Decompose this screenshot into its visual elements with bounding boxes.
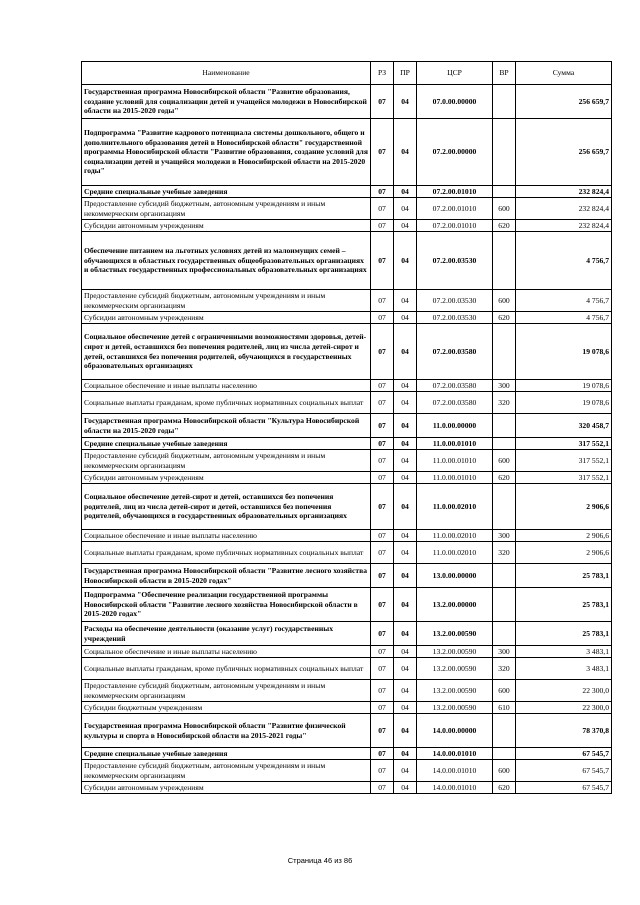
- cell-vr: [493, 564, 516, 588]
- cell-sum: 2 906,6: [516, 530, 612, 542]
- cell-name: Субсидии автономным учреждениям: [82, 312, 371, 324]
- table-row: [82, 392, 612, 414]
- cell-sum: 25 783,1: [516, 564, 612, 588]
- cell-name: Предоставление субсидий бюджетным, автономным учреждениям и иным некоммерческим организациям: [82, 450, 371, 472]
- cell-rz: 07: [371, 85, 394, 119]
- cell-sum: 317 552,1: [516, 438, 612, 450]
- cell-rz: 07: [371, 760, 394, 782]
- cell-name: Подпрограмма "Обеспечение реализации государственной программы Новосибирской области "Развитие лесного хозяйства Новосибирской области в 2015-2020 годах": [82, 588, 371, 622]
- cell-sum: 25 783,1: [516, 622, 612, 646]
- cell-csr: 07.0.00.00000: [417, 85, 493, 119]
- cell-pr: 04: [394, 324, 417, 380]
- cell-rz: 07: [371, 290, 394, 312]
- cell-vr: 600: [493, 198, 516, 220]
- cell-sum: 3 483,1: [516, 658, 612, 680]
- table-header-row: [82, 62, 612, 85]
- cell-sum: 22 300,0: [516, 702, 612, 714]
- cell-pr: 04: [394, 186, 417, 198]
- cell-pr: 04: [394, 542, 417, 564]
- cell-pr: 04: [394, 680, 417, 702]
- cell-sum: 4 756,7: [516, 312, 612, 324]
- cell-name: Социальное обеспечение и иные выплаты населению: [82, 380, 371, 392]
- cell-csr: 07.2.00.01010: [417, 220, 493, 232]
- cell-rz: 07: [371, 542, 394, 564]
- cell-name: Предоставление субсидий бюджетным, автономным учреждениям и иным некоммерческим организациям: [82, 760, 371, 782]
- cell-pr: 04: [394, 290, 417, 312]
- cell-rz: 07: [371, 588, 394, 622]
- table-row: [82, 312, 612, 324]
- cell-vr: 300: [493, 530, 516, 542]
- cell-csr: 13.2.00.00590: [417, 646, 493, 658]
- cell-pr: 04: [394, 622, 417, 646]
- cell-rz: 07: [371, 530, 394, 542]
- cell-pr: 04: [394, 198, 417, 220]
- table-row: [82, 85, 612, 119]
- cell-sum: 256 659,7: [516, 85, 612, 119]
- cell-vr: [493, 484, 516, 530]
- cell-name: Субсидии автономным учреждениям: [82, 472, 371, 484]
- cell-name: Социальные выплаты гражданам, кроме публичных нормативных социальных выплат: [82, 542, 371, 564]
- cell-rz: 07: [371, 198, 394, 220]
- cell-vr: 300: [493, 380, 516, 392]
- cell-name: Предоставление субсидий бюджетным, автономным учреждениям и иным некоммерческим организациям: [82, 198, 371, 220]
- cell-name: Субсидии автономным учреждениям: [82, 782, 371, 794]
- cell-name: Социальные выплаты гражданам, кроме публичных нормативных социальных выплат: [82, 392, 371, 414]
- cell-csr: 11.0.00.01010: [417, 472, 493, 484]
- cell-pr: 04: [394, 312, 417, 324]
- cell-csr: 11.0.00.00000: [417, 414, 493, 438]
- cell-name: Предоставление субсидий бюджетным, автономным учреждениям и иным некоммерческим организациям: [82, 680, 371, 702]
- header-pr: ПР: [394, 62, 417, 85]
- cell-name: Социальное обеспечение и иные выплаты населению: [82, 646, 371, 658]
- cell-rz: 07: [371, 658, 394, 680]
- table-row: [82, 782, 612, 794]
- cell-rz: 07: [371, 324, 394, 380]
- cell-csr: 07.2.00.01010: [417, 198, 493, 220]
- cell-rz: 07: [371, 380, 394, 392]
- cell-name: Обеспечение питанием на льготных условиях детей из малоимущих семей – обучающихся в областных государственных общеобразовательных организациях и областных государственных профессиональных образовательных организациях: [82, 232, 371, 290]
- cell-vr: 600: [493, 760, 516, 782]
- header-sum: Сумма: [516, 62, 612, 85]
- table-row: [82, 380, 612, 392]
- cell-sum: 67 545,7: [516, 748, 612, 760]
- cell-rz: 07: [371, 748, 394, 760]
- cell-sum: 3 483,1: [516, 646, 612, 658]
- cell-csr: 13.2.00.00590: [417, 622, 493, 646]
- cell-csr: 13.2.00.00590: [417, 702, 493, 714]
- cell-pr: 04: [394, 232, 417, 290]
- cell-csr: 07.2.00.03530: [417, 312, 493, 324]
- cell-pr: 04: [394, 85, 417, 119]
- table-row: [82, 748, 612, 760]
- cell-name: Предоставление субсидий бюджетным, автономным учреждениям и иным некоммерческим организациям: [82, 290, 371, 312]
- cell-csr: 07.2.00.03530: [417, 290, 493, 312]
- cell-vr: [493, 438, 516, 450]
- table-body: [82, 85, 612, 794]
- cell-sum: 4 756,7: [516, 232, 612, 290]
- table-row: [82, 290, 612, 312]
- cell-vr: 620: [493, 782, 516, 794]
- table-row: [82, 220, 612, 232]
- cell-vr: [493, 748, 516, 760]
- table-row: [82, 588, 612, 622]
- cell-rz: 07: [371, 450, 394, 472]
- cell-sum: 67 545,7: [516, 760, 612, 782]
- table-row: [82, 542, 612, 564]
- cell-csr: 11.0.00.01010: [417, 438, 493, 450]
- cell-name: Расходы на обеспечение деятельности (оказание услуг) государственных учреждений: [82, 622, 371, 646]
- cell-rz: 07: [371, 622, 394, 646]
- table-row: [82, 186, 612, 198]
- cell-csr: 13.2.00.00590: [417, 680, 493, 702]
- cell-vr: 320: [493, 392, 516, 414]
- table-row: [82, 714, 612, 748]
- table-row: [82, 232, 612, 290]
- cell-rz: 07: [371, 714, 394, 748]
- cell-csr: 13.2.00.00590: [417, 658, 493, 680]
- cell-vr: 620: [493, 220, 516, 232]
- cell-pr: 04: [394, 438, 417, 450]
- cell-csr: 07.2.00.03530: [417, 232, 493, 290]
- table-row: [82, 198, 612, 220]
- cell-sum: 317 552,1: [516, 472, 612, 484]
- table-row: [82, 472, 612, 484]
- cell-vr: [493, 414, 516, 438]
- budget-table: [81, 61, 612, 794]
- cell-rz: 07: [371, 312, 394, 324]
- cell-sum: 67 545,7: [516, 782, 612, 794]
- cell-csr: 13.2.00.00000: [417, 588, 493, 622]
- cell-sum: 19 078,6: [516, 380, 612, 392]
- table-row: [82, 324, 612, 380]
- cell-name: Средние специальные учебные заведения: [82, 186, 371, 198]
- cell-pr: 04: [394, 450, 417, 472]
- cell-name: Государственная программа Новосибирской области "Культура Новосибирской области на 2015-2020 годы": [82, 414, 371, 438]
- cell-vr: 600: [493, 290, 516, 312]
- cell-vr: [493, 714, 516, 748]
- cell-vr: 320: [493, 542, 516, 564]
- cell-sum: 19 078,6: [516, 392, 612, 414]
- cell-rz: 07: [371, 119, 394, 186]
- table-row: [82, 646, 612, 658]
- header-name: Наименование: [82, 62, 371, 85]
- cell-pr: 04: [394, 220, 417, 232]
- table-row: [82, 564, 612, 588]
- cell-vr: [493, 324, 516, 380]
- cell-csr: 13.0.00.00000: [417, 564, 493, 588]
- header-vr: ВР: [493, 62, 516, 85]
- cell-name: Государственная программа Новосибирской области "Развитие образования, создание условий для социализации детей и учащейся молодежи в Новосибирской области на 2015-2020 годы": [82, 85, 371, 119]
- cell-csr: 14.0.00.01010: [417, 760, 493, 782]
- cell-vr: 320: [493, 658, 516, 680]
- cell-pr: 04: [394, 588, 417, 622]
- table-row: [82, 530, 612, 542]
- cell-vr: [493, 622, 516, 646]
- cell-csr: 07.2.00.03580: [417, 380, 493, 392]
- cell-name: Государственная программа Новосибирской области "Развитие физической культуры и спорта в Новосибирской области на 2015-2021 годы": [82, 714, 371, 748]
- cell-pr: 04: [394, 472, 417, 484]
- cell-rz: 07: [371, 564, 394, 588]
- cell-csr: 07.2.00.03580: [417, 324, 493, 380]
- cell-vr: 300: [493, 646, 516, 658]
- cell-rz: 07: [371, 438, 394, 450]
- header-csr: ЦСР: [417, 62, 493, 85]
- cell-vr: 610: [493, 702, 516, 714]
- cell-pr: 04: [394, 119, 417, 186]
- cell-name: Социальное обеспечение и иные выплаты населению: [82, 530, 371, 542]
- cell-rz: 07: [371, 220, 394, 232]
- cell-sum: 19 078,6: [516, 324, 612, 380]
- cell-pr: 04: [394, 530, 417, 542]
- table-row: [82, 622, 612, 646]
- cell-vr: [493, 232, 516, 290]
- cell-vr: 620: [493, 472, 516, 484]
- cell-pr: 04: [394, 564, 417, 588]
- cell-sum: 317 552,1: [516, 450, 612, 472]
- cell-csr: 11.0.00.02010: [417, 484, 493, 530]
- cell-sum: 2 906,6: [516, 542, 612, 564]
- cell-csr: 07.2.00.01010: [417, 186, 493, 198]
- cell-pr: 04: [394, 414, 417, 438]
- cell-csr: 11.0.00.01010: [417, 450, 493, 472]
- page-footer: Страница 46 из 86: [287, 856, 353, 865]
- cell-rz: 07: [371, 782, 394, 794]
- table-row: [82, 414, 612, 438]
- cell-vr: [493, 119, 516, 186]
- cell-pr: 04: [394, 646, 417, 658]
- cell-sum: 4 756,7: [516, 290, 612, 312]
- cell-rz: 07: [371, 646, 394, 658]
- cell-rz: 07: [371, 702, 394, 714]
- cell-rz: 07: [371, 484, 394, 530]
- cell-sum: 2 906,6: [516, 484, 612, 530]
- cell-name: Средние специальные учебные заведения: [82, 438, 371, 450]
- table-row: [82, 680, 612, 702]
- cell-sum: 256 659,7: [516, 119, 612, 186]
- cell-pr: 04: [394, 484, 417, 530]
- table-row: [82, 438, 612, 450]
- cell-name: Средние специальные учебные заведения: [82, 748, 371, 760]
- cell-sum: 22 300,0: [516, 680, 612, 702]
- cell-csr: 14.0.00.01010: [417, 748, 493, 760]
- table-row: [82, 658, 612, 680]
- cell-sum: 320 458,7: [516, 414, 612, 438]
- cell-vr: [493, 186, 516, 198]
- cell-name: Социальные выплаты гражданам, кроме публичных нормативных социальных выплат: [82, 658, 371, 680]
- cell-sum: 78 370,8: [516, 714, 612, 748]
- cell-sum: 232 824,4: [516, 198, 612, 220]
- cell-csr: 14.0.00.01010: [417, 782, 493, 794]
- cell-sum: 232 824,4: [516, 220, 612, 232]
- cell-csr: 11.0.00.02010: [417, 542, 493, 564]
- cell-sum: 25 783,1: [516, 588, 612, 622]
- cell-csr: 11.0.00.02010: [417, 530, 493, 542]
- cell-vr: 600: [493, 680, 516, 702]
- cell-name: Социальное обеспечение детей-сирот и детей, оставшихся без попечения родителей, лиц из числа детей-сирот и детей, оставшихся без попечения родителей, обучающихся в государственных образовательных организациях: [82, 484, 371, 530]
- cell-pr: 04: [394, 760, 417, 782]
- cell-pr: 04: [394, 782, 417, 794]
- cell-pr: 04: [394, 748, 417, 760]
- cell-rz: 07: [371, 472, 394, 484]
- cell-name: Социальное обеспечение детей с ограниченными возможностями здоровья, детей-сирот и детей, оставшихся без попечения родителей, лиц из числа детей-сирот и детей, оставшихся без попечения родителей, обучающихся в государственных образовательных организациях: [82, 324, 371, 380]
- cell-pr: 04: [394, 392, 417, 414]
- cell-csr: 14.0.00.00000: [417, 714, 493, 748]
- cell-pr: 04: [394, 658, 417, 680]
- table-row: [82, 119, 612, 186]
- cell-pr: 04: [394, 714, 417, 748]
- cell-pr: 04: [394, 380, 417, 392]
- header-rz: РЗ: [371, 62, 394, 85]
- cell-csr: 07.2.00.00000: [417, 119, 493, 186]
- cell-rz: 07: [371, 414, 394, 438]
- cell-vr: 620: [493, 312, 516, 324]
- cell-pr: 04: [394, 702, 417, 714]
- table-row: [82, 702, 612, 714]
- table-row: [82, 450, 612, 472]
- table-row: [82, 760, 612, 782]
- cell-name: Субсидии бюджетным учреждениям: [82, 702, 371, 714]
- cell-csr: 07.2.00.03580: [417, 392, 493, 414]
- cell-name: Субсидии автономным учреждениям: [82, 220, 371, 232]
- cell-rz: 07: [371, 232, 394, 290]
- cell-vr: [493, 85, 516, 119]
- cell-rz: 07: [371, 392, 394, 414]
- cell-name: Подпрограмма "Развитие кадрового потенциала системы дошкольного, общего и дополнительного образования детей в Новосибирской области" государственной программы Новосибирской области "Развитие образования, создание условий для социализации детей и учащейся молодежи в Новосибирской области на 2015-2020 годы": [82, 119, 371, 186]
- cell-vr: [493, 588, 516, 622]
- cell-name: Государственная программа Новосибирской области "Развитие лесного хозяйства Новосибирской области в 2015-2020 годах": [82, 564, 371, 588]
- table-row: [82, 484, 612, 530]
- cell-rz: 07: [371, 186, 394, 198]
- cell-rz: 07: [371, 680, 394, 702]
- cell-sum: 232 824,4: [516, 186, 612, 198]
- cell-vr: 600: [493, 450, 516, 472]
